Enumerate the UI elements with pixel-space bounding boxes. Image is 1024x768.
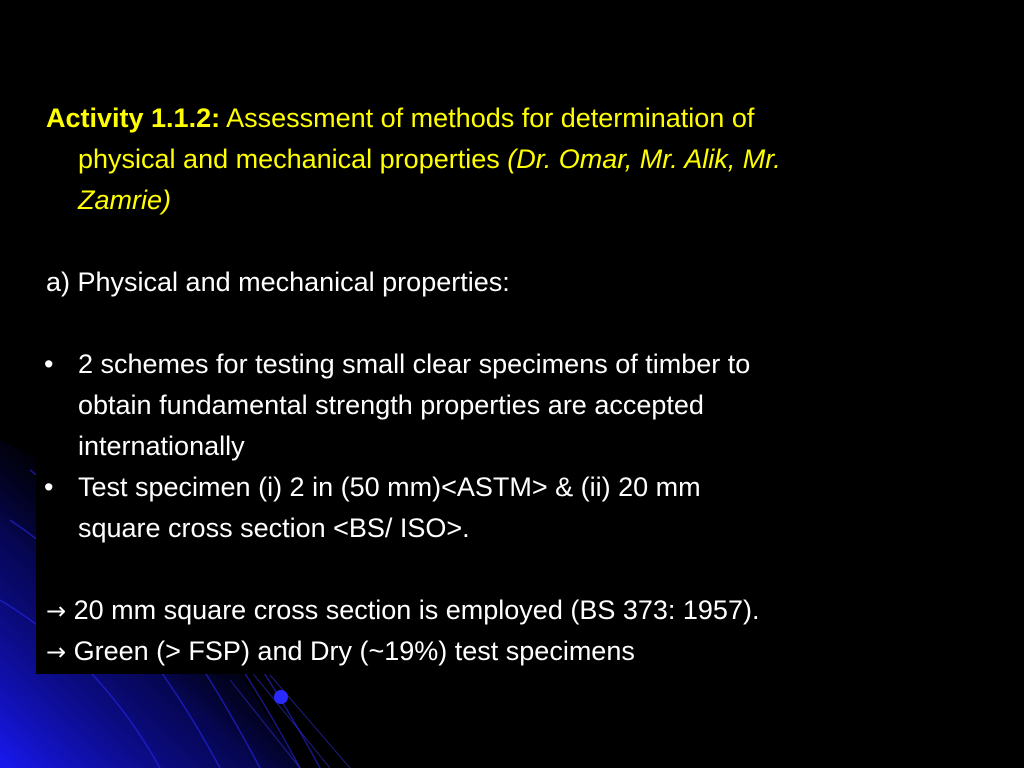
arrow-line-2-text: Green (> FSP) and Dry (~19%) test specimens: [73, 636, 635, 666]
bullet-2-line-2: square cross section <BS/ ISO>.: [78, 513, 470, 543]
activity-heading: Activity 1.1.2:: [46, 103, 221, 133]
bullet-1-line-3: internationally: [78, 431, 245, 461]
activity-title-line-1: [46, 102, 754, 134]
bullet-2-line-1: Test specimen (i) 2 in (50 mm)<ASTM> & (ii) 20 mm: [78, 472, 701, 502]
bullet-1-line-2: obtain fundamental strength properties are accepted: [78, 390, 704, 420]
bullet-1-line-1: 2 schemes for testing small clear specimens of timber to: [78, 349, 751, 379]
arrow-line-1-text: 20 mm square cross section is employed (BS 373: 1957).: [73, 595, 760, 625]
bullet-icon: •: [44, 349, 54, 379]
activity-authors-part-2: Zamrie): [78, 185, 171, 215]
arrow-line-2: [46, 635, 635, 668]
arrow-right-icon: →: [46, 597, 67, 625]
content-panel: [36, 92, 996, 674]
arrow-line-1: [46, 594, 759, 627]
activity-title-line-2: [78, 143, 781, 175]
arrow-right-icon: →: [46, 638, 67, 666]
bullet-icon: •: [44, 472, 54, 502]
activity-title-part-2: physical and mechanical properties: [78, 144, 500, 174]
activity-authors-part-1: (Dr. Omar, Mr. Alik, Mr.: [507, 144, 781, 174]
section-heading: a) Physical and mechanical properties:: [46, 267, 510, 297]
activity-title-part-1: Assessment of methods for determination of: [226, 103, 755, 133]
decor-dot-icon: [274, 690, 288, 704]
